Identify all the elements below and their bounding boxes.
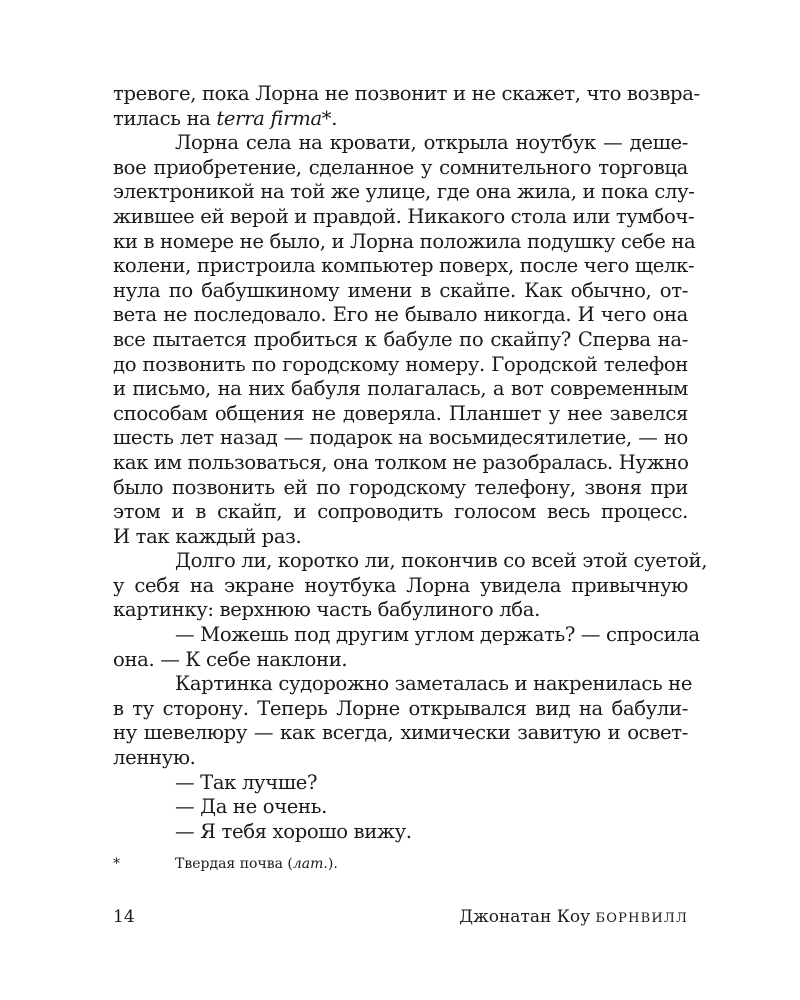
footnote bbox=[113, 855, 688, 873]
dialogue-line: — Можешь под другим углом держать? — спросила bbox=[175, 623, 700, 647]
text-line: у себя на экране ноутбука Лорна увидела привычную bbox=[113, 573, 688, 597]
text-line: электроникой на той же улице, где она жила, и пока слу- bbox=[113, 180, 695, 204]
text-line: жившее ей верой и правдой. Никакого стола или тумбоч- bbox=[113, 204, 695, 228]
text-line: способам общения не доверяла. Планшет у нее завелся bbox=[113, 401, 688, 425]
dialogue-line: — Я тебя хорошо вижу. bbox=[175, 819, 412, 843]
footnote-reference: *. bbox=[321, 106, 338, 130]
italic-phrase: terra firma bbox=[216, 106, 322, 130]
book-title: БОРНВИЛЛ bbox=[595, 911, 688, 926]
text-line: нула по бабушкиному имени в скайпе. Как обычно, от- bbox=[113, 278, 688, 302]
footnote-abbreviation: лат. bbox=[292, 856, 328, 872]
footnote-text-end: ). bbox=[327, 856, 338, 872]
main-text bbox=[113, 82, 708, 844]
footnote-text: Твердая почва ( bbox=[175, 856, 293, 872]
text-line: было позвонить ей по городскому телефону, звоня при bbox=[113, 475, 688, 499]
dialogue-line: — Да не очень. bbox=[175, 795, 327, 819]
text-line: Долго ли, коротко ли, покончив со всей этой суетой, bbox=[175, 549, 708, 573]
text-line: вое приобретение, сделанное у сомнительного торговца bbox=[113, 155, 688, 179]
text-line: она. — К себе наклони. bbox=[113, 647, 348, 671]
text-line: ленную. bbox=[113, 746, 196, 770]
dialogue-line: — Так лучше? bbox=[175, 770, 318, 794]
text-line: вета не последовало. Его не бывало никогда. И чего она bbox=[113, 303, 688, 327]
page-number: 14 bbox=[113, 907, 135, 927]
text-line: до позвонить по городскому номеру. Городской телефон bbox=[113, 352, 688, 376]
text-line: ки в номере не было, и Лорна положила подушку себе на bbox=[113, 229, 696, 253]
text-line: ну шевелюру — как всегда, химически завитую и освет- bbox=[113, 721, 688, 745]
text-line: И так каждый раз. bbox=[113, 524, 302, 548]
text-line: Картинка судорожно заметалась и накренилась не bbox=[175, 672, 693, 696]
text-line: как им пользоваться, она толком не разобралась. Нужно bbox=[113, 450, 689, 474]
text-line: и письмо, на них бабуля полагалась, а вот современным bbox=[113, 377, 688, 401]
author-name: Джонатан Коу bbox=[459, 907, 596, 927]
text-line: колени, пристроила компьютер поверх, после чего щелк- bbox=[113, 254, 695, 278]
text-line: шесть лет назад — подарок на восьмидесятилетие, — но bbox=[113, 426, 688, 450]
running-head bbox=[459, 905, 688, 931]
page-footer bbox=[113, 905, 688, 929]
text-line: тревоге, пока Лорна не позвонит и не скажет, что возвра- bbox=[113, 82, 700, 105]
text-line: в ту сторону. Теперь Лорне открывался вид на бабули- bbox=[113, 696, 688, 720]
text-line: этом и в скайп, и сопроводить голосом весь процесс. bbox=[113, 500, 688, 524]
text-line: все пытается пробиться к бабуле по скайпу? Сперва на- bbox=[113, 327, 688, 351]
text-line bbox=[113, 107, 688, 132]
text-line: картинку: верхнюю часть бабулиного лба. bbox=[113, 598, 540, 622]
text-line: Лорна села на кровати, открыла ноутбук — деше- bbox=[175, 131, 688, 155]
footnote-marker: * bbox=[113, 856, 120, 872]
text-fragment: тилась на bbox=[113, 106, 217, 130]
